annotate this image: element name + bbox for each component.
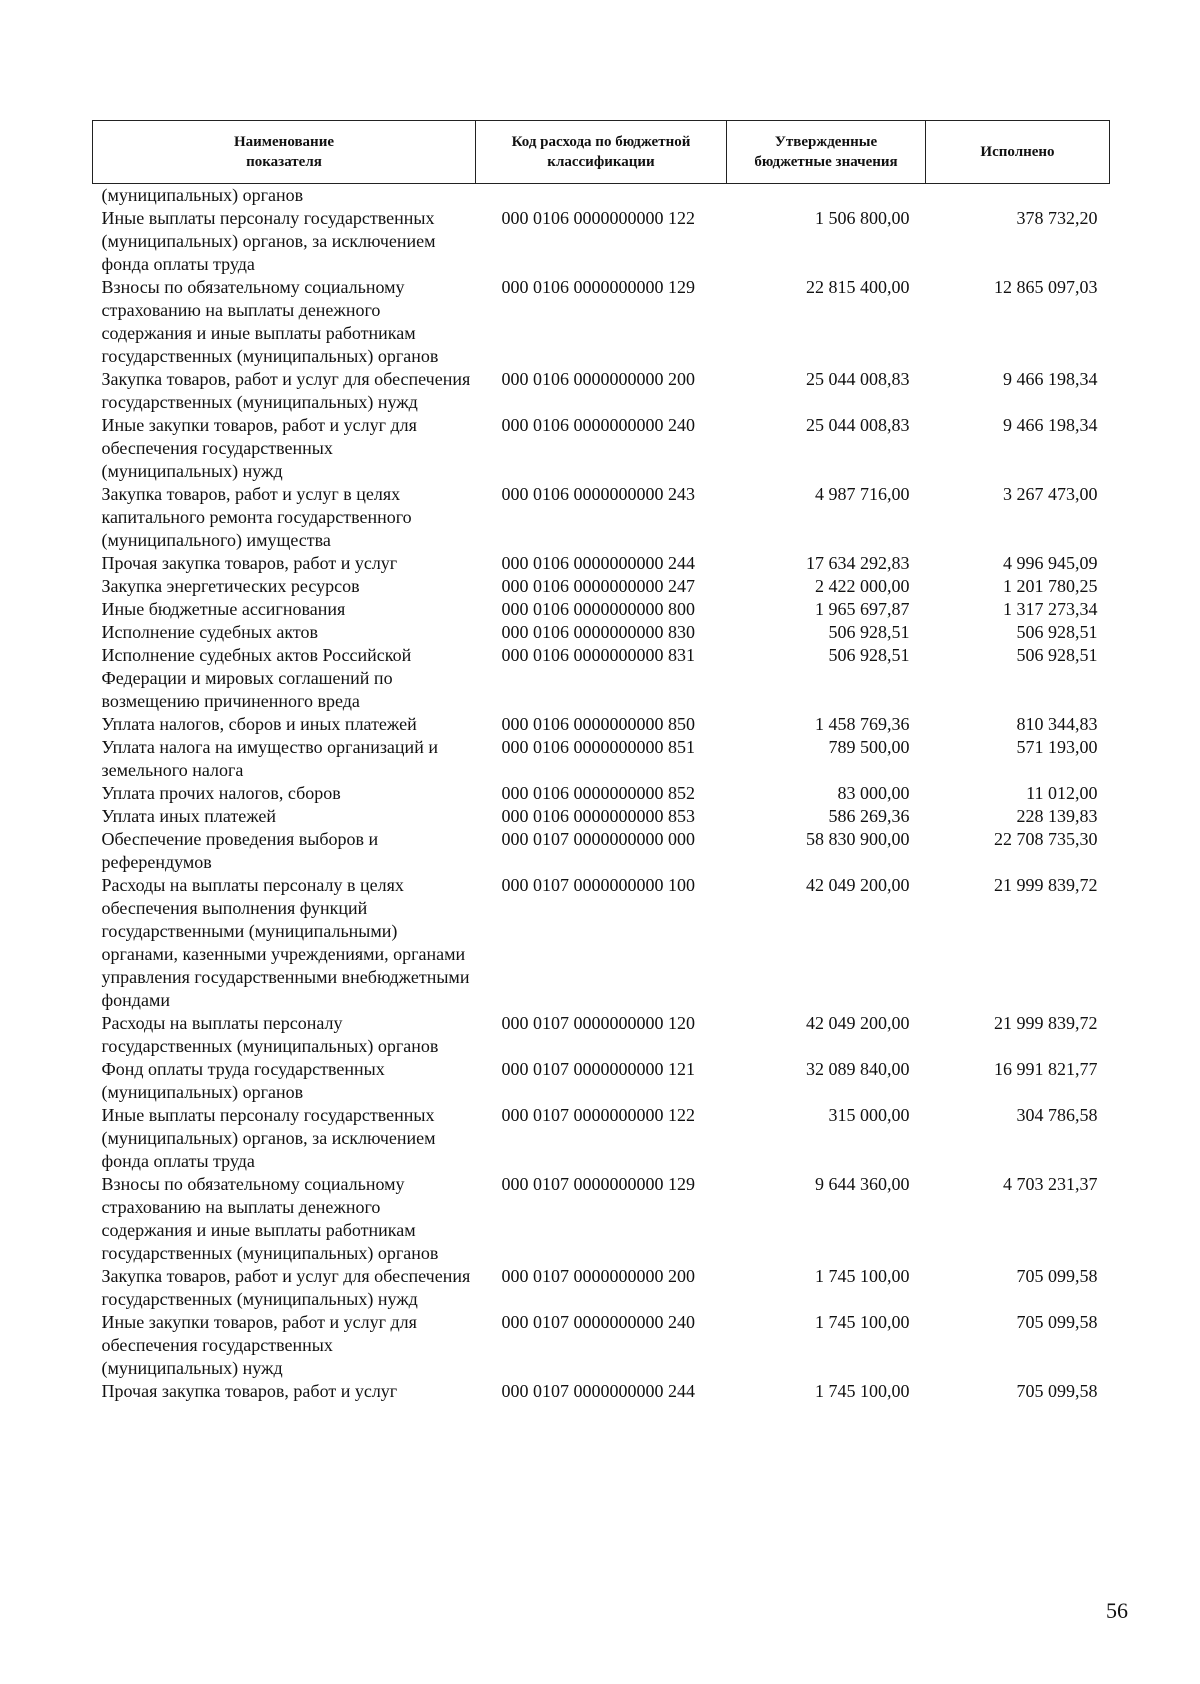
row-name: Закупка товаров, работ и услуг для обеспечения государственных (муниципальных) нужд bbox=[101, 1266, 471, 1309]
row-code: 000 0106 0000000000 244 bbox=[501, 553, 695, 573]
row-name: Иные закупки товаров, работ и услуг для обеспечения государственных (муниципальных) нужд bbox=[101, 1312, 417, 1378]
row-code: 000 0106 0000000000 830 bbox=[501, 622, 695, 642]
row-name: Взносы по обязательному социальному страхованию на выплаты денежного содержания и иные выплаты работникам государственных (муниципальных) органов bbox=[101, 277, 439, 366]
row-plan: 1 745 100,00 bbox=[815, 1312, 910, 1332]
row-done: 705 099,58 bbox=[1016, 1266, 1098, 1286]
row-plan: 17 634 292,83 bbox=[806, 553, 910, 573]
row-name: Уплата налога на имущество организаций и земельного налога bbox=[101, 737, 438, 780]
table-row bbox=[93, 1173, 1110, 1265]
row-done: 705 099,58 bbox=[1016, 1312, 1098, 1332]
table-row bbox=[93, 414, 1110, 483]
table-row bbox=[93, 874, 1110, 1012]
table-row bbox=[93, 736, 1110, 782]
row-code: 000 0106 0000000000 800 bbox=[501, 599, 695, 619]
table-row bbox=[93, 575, 1110, 598]
row-name: Иные бюджетные ассигнования bbox=[101, 599, 346, 619]
row-code: 000 0106 0000000000 243 bbox=[501, 484, 695, 504]
row-name: Уплата налогов, сборов и иных платежей bbox=[101, 714, 417, 734]
row-name: Иные выплаты персоналу государственных (муниципальных) органов, за исключением фонда оплаты труда bbox=[101, 1105, 436, 1171]
table-row bbox=[93, 368, 1110, 414]
row-name: Уплата прочих налогов, сборов bbox=[101, 783, 341, 803]
row-code: 000 0106 0000000000 831 bbox=[501, 645, 695, 665]
row-name: Прочая закупка товаров, работ и услуг bbox=[101, 1381, 398, 1401]
table-row bbox=[93, 276, 1110, 368]
row-done: 810 344,83 bbox=[1016, 714, 1098, 734]
row-plan: 789 500,00 bbox=[828, 737, 910, 757]
table-row bbox=[93, 598, 1110, 621]
budget-execution-table bbox=[92, 120, 1110, 1403]
table-row bbox=[93, 1265, 1110, 1311]
row-name: (муниципальных) органов bbox=[101, 185, 304, 205]
row-done: 705 099,58 bbox=[1016, 1381, 1098, 1401]
row-plan: 315 000,00 bbox=[828, 1105, 910, 1125]
row-done: 12 865 097,03 bbox=[994, 277, 1098, 297]
row-plan: 1 506 800,00 bbox=[815, 208, 910, 228]
row-name: Расходы на выплаты персоналу государственных (муниципальных) органов bbox=[101, 1013, 439, 1056]
table-row bbox=[93, 805, 1110, 828]
header-done: Исполнено bbox=[926, 121, 1110, 184]
table-row bbox=[93, 644, 1110, 713]
row-code: 000 0107 0000000000 129 bbox=[501, 1174, 695, 1194]
table-row bbox=[93, 1012, 1110, 1058]
row-plan: 1 965 697,87 bbox=[815, 599, 910, 619]
row-plan: 2 422 000,00 bbox=[815, 576, 910, 596]
table-row bbox=[93, 184, 1110, 208]
row-plan bbox=[727, 184, 926, 208]
header-name: Наименование показателя bbox=[93, 121, 476, 184]
row-done: 9 466 198,34 bbox=[1003, 415, 1098, 435]
header-plan: Утвержденные бюджетные значения bbox=[727, 121, 926, 184]
row-done: 11 012,00 bbox=[1026, 783, 1098, 803]
row-name: Исполнение судебных актов Российской Федерации и мировых соглашений по возмещению причиненного вреда bbox=[101, 645, 412, 711]
row-code: 000 0106 0000000000 122 bbox=[501, 208, 695, 228]
row-plan: 58 830 900,00 bbox=[806, 829, 910, 849]
table-header bbox=[93, 121, 1110, 184]
row-code: 000 0106 0000000000 240 bbox=[501, 415, 695, 435]
table-row bbox=[93, 621, 1110, 644]
row-name: Иные выплаты персоналу государственных (муниципальных) органов, за исключением фонда оплаты труда bbox=[101, 208, 436, 274]
row-done: 3 267 473,00 bbox=[1003, 484, 1098, 504]
row-code: 000 0107 0000000000 121 bbox=[501, 1059, 695, 1079]
row-code: 000 0107 0000000000 000 bbox=[501, 829, 695, 849]
row-plan: 25 044 008,83 bbox=[806, 369, 910, 389]
row-code: 000 0107 0000000000 100 bbox=[501, 875, 695, 895]
row-name: Расходы на выплаты персоналу в целях обеспечения выполнения функций государственными (муниципальными) органами, казенными учреждениями, органами управления государственными внебюджетными фондами bbox=[101, 875, 470, 1010]
table-row bbox=[93, 483, 1110, 552]
row-name: Взносы по обязательному социальному страхованию на выплаты денежного содержания и иные выплаты работникам государственных (муниципальных) органов bbox=[101, 1174, 439, 1263]
table-row bbox=[93, 1104, 1110, 1173]
row-code: 000 0106 0000000000 853 bbox=[501, 806, 695, 826]
row-plan: 506 928,51 bbox=[828, 645, 910, 665]
row-name: Уплата иных платежей bbox=[101, 806, 277, 826]
row-done: 1 201 780,25 bbox=[1003, 576, 1098, 596]
row-done: 22 708 735,30 bbox=[994, 829, 1098, 849]
row-done: 16 991 821,77 bbox=[994, 1059, 1098, 1079]
row-code: 000 0106 0000000000 852 bbox=[501, 783, 695, 803]
row-done: 378 732,20 bbox=[1016, 208, 1098, 228]
row-plan: 1 745 100,00 bbox=[815, 1381, 910, 1401]
row-plan: 506 928,51 bbox=[828, 622, 910, 642]
table-body bbox=[93, 184, 1110, 1404]
table-row bbox=[93, 1380, 1110, 1403]
row-name: Закупка энергетических ресурсов bbox=[101, 576, 360, 596]
row-done: 21 999 839,72 bbox=[994, 875, 1098, 895]
row-plan: 42 049 200,00 bbox=[806, 1013, 910, 1033]
row-code: 000 0106 0000000000 200 bbox=[501, 369, 695, 389]
header-code: Код расхода по бюджетной классификации bbox=[476, 121, 727, 184]
row-code: 000 0107 0000000000 122 bbox=[501, 1105, 695, 1125]
table-row bbox=[93, 1311, 1110, 1380]
row-done: 4 703 231,37 bbox=[1003, 1174, 1098, 1194]
row-done: 304 786,58 bbox=[1016, 1105, 1098, 1125]
row-name: Прочая закупка товаров, работ и услуг bbox=[101, 553, 398, 573]
row-plan: 25 044 008,83 bbox=[806, 415, 910, 435]
row-plan: 42 049 200,00 bbox=[806, 875, 910, 895]
row-plan: 32 089 840,00 bbox=[806, 1059, 910, 1079]
row-done: 506 928,51 bbox=[1016, 622, 1098, 642]
page-number: 56 bbox=[1106, 1598, 1128, 1623]
table-row bbox=[93, 552, 1110, 575]
row-done: 1 317 273,34 bbox=[1003, 599, 1098, 619]
row-name: Исполнение судебных актов bbox=[101, 622, 319, 642]
row-code: 000 0107 0000000000 240 bbox=[501, 1312, 695, 1332]
table-row bbox=[93, 1058, 1110, 1104]
row-plan: 1 745 100,00 bbox=[815, 1266, 910, 1286]
row-done: 21 999 839,72 bbox=[994, 1013, 1098, 1033]
table-row bbox=[93, 782, 1110, 805]
row-done: 4 996 945,09 bbox=[1003, 553, 1098, 573]
row-done bbox=[926, 184, 1110, 208]
table-row bbox=[93, 207, 1110, 276]
row-done: 571 193,00 bbox=[1016, 737, 1098, 757]
row-plan: 22 815 400,00 bbox=[806, 277, 910, 297]
row-done: 506 928,51 bbox=[1016, 645, 1098, 665]
row-code: 000 0106 0000000000 851 bbox=[501, 737, 695, 757]
row-plan: 9 644 360,00 bbox=[815, 1174, 910, 1194]
row-code: 000 0106 0000000000 850 bbox=[501, 714, 695, 734]
row-code: 000 0107 0000000000 244 bbox=[501, 1381, 695, 1401]
row-done: 9 466 198,34 bbox=[1003, 369, 1098, 389]
table-row bbox=[93, 828, 1110, 874]
row-name: Закупка товаров, работ и услуг для обеспечения государственных (муниципальных) нужд bbox=[101, 369, 471, 412]
row-code bbox=[476, 184, 727, 208]
row-plan: 4 987 716,00 bbox=[815, 484, 910, 504]
row-plan: 586 269,36 bbox=[828, 806, 910, 826]
row-plan: 83 000,00 bbox=[837, 783, 910, 803]
table-row bbox=[93, 713, 1110, 736]
row-code: 000 0106 0000000000 247 bbox=[501, 576, 695, 596]
row-name: Иные закупки товаров, работ и услуг для обеспечения государственных (муниципальных) нужд bbox=[101, 415, 417, 481]
row-code: 000 0107 0000000000 200 bbox=[501, 1266, 695, 1286]
row-code: 000 0107 0000000000 120 bbox=[501, 1013, 695, 1033]
row-name: Закупка товаров, работ и услуг в целях капитального ремонта государственного (муниципального) имущества bbox=[101, 484, 412, 550]
row-name: Обеспечение проведения выборов и референдумов bbox=[101, 829, 379, 872]
row-name: Фонд оплаты труда государственных (муниципальных) органов bbox=[101, 1059, 385, 1102]
row-code: 000 0106 0000000000 129 bbox=[501, 277, 695, 297]
row-plan: 1 458 769,36 bbox=[815, 714, 910, 734]
row-done: 228 139,83 bbox=[1016, 806, 1098, 826]
